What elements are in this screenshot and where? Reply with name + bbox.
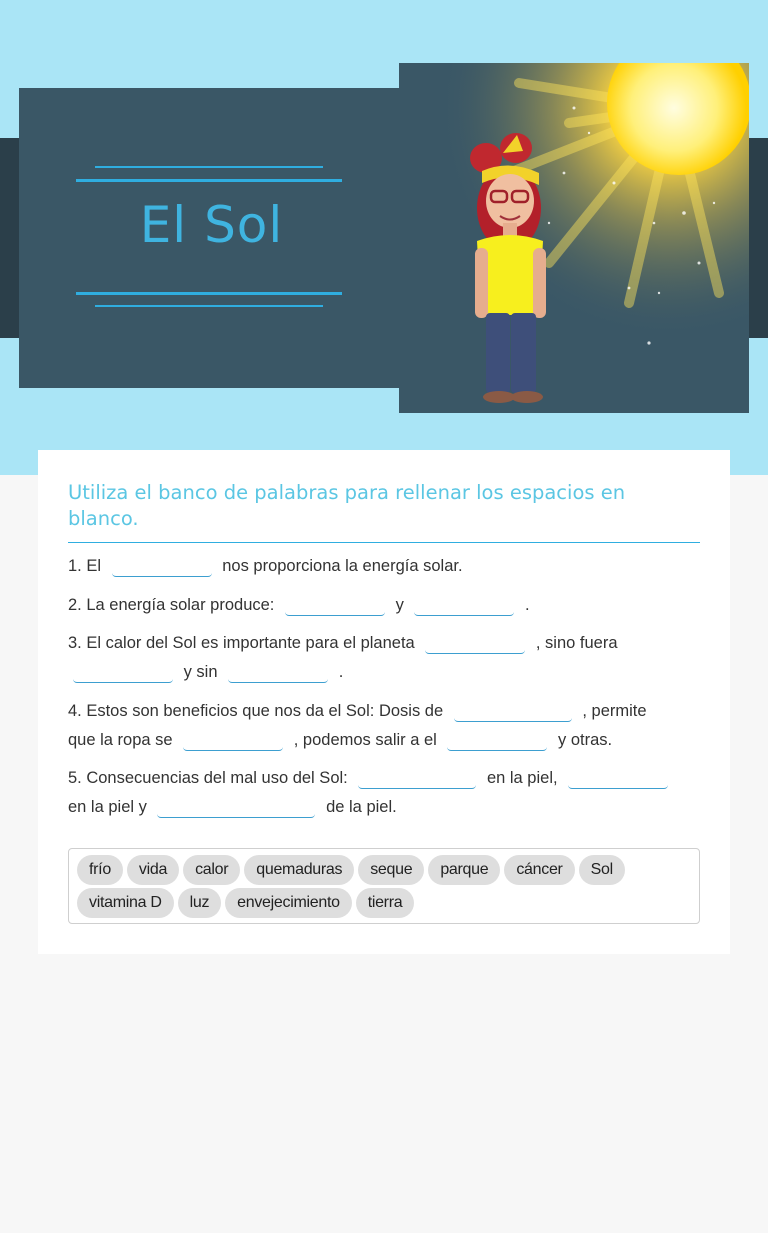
question-text: 3. El calor del Sol es importante para el planeta (68, 634, 415, 652)
question-text: y sin (183, 663, 218, 681)
title-line (76, 292, 342, 295)
word-chip[interactable]: luz (178, 888, 222, 918)
question-text: nos proporciona la energía solar. (222, 557, 463, 575)
question-text: . (525, 596, 530, 614)
title-line (95, 305, 323, 307)
blank-drop-target[interactable] (183, 731, 283, 751)
question-text: en la piel, (486, 769, 558, 787)
question-5 (68, 764, 708, 822)
word-chip[interactable]: tierra (356, 888, 415, 918)
question-text: y (395, 596, 404, 614)
question-text: , podemos salir a el (293, 731, 437, 749)
word-chip[interactable]: vitamina D (77, 888, 174, 918)
blank-drop-target[interactable] (358, 769, 476, 789)
divider (68, 542, 700, 543)
question-text: , sino fuera (535, 634, 618, 652)
blank-drop-target[interactable] (454, 702, 572, 722)
question-text: . (338, 663, 344, 681)
question-1 (68, 552, 708, 581)
question-text: 5. Consecuencias del mal uso del Sol: (68, 769, 348, 787)
title-line (95, 166, 323, 168)
question-text: de la piel. (326, 798, 397, 816)
word-chip[interactable]: calor (183, 855, 240, 885)
title-line (76, 179, 342, 182)
question-text: 4. Estos son beneficios que nos da el Sol: Dosis de (68, 702, 444, 720)
word-chip[interactable]: cáncer (504, 855, 574, 885)
question-text: 2. La energía solar produce: (68, 596, 275, 614)
question-text: que la ropa se (68, 731, 173, 749)
question-text: 1. El (68, 557, 102, 575)
question-2 (68, 591, 708, 620)
word-chip[interactable]: Sol (579, 855, 625, 885)
blank-drop-target[interactable] (568, 769, 668, 789)
instructions: Utiliza el banco de palabras para rellenar los espacios en blanco. (68, 481, 626, 530)
word-chip[interactable]: envejecimiento (225, 888, 352, 918)
blank-drop-target[interactable] (157, 798, 315, 818)
blank-drop-target[interactable] (425, 634, 525, 654)
question-4 (68, 697, 708, 755)
question-3 (68, 629, 708, 687)
page-title: El Sol (139, 196, 284, 254)
question-text: y otras. (558, 731, 613, 749)
blank-drop-target[interactable] (73, 663, 173, 683)
exercise-card (38, 450, 730, 954)
word-bank (68, 848, 700, 924)
blank-drop-target[interactable] (414, 596, 514, 616)
question-text: en la piel y (68, 798, 147, 816)
question-text: , permite (582, 702, 647, 720)
blank-drop-target[interactable] (285, 596, 385, 616)
title-card (19, 88, 404, 388)
word-chip[interactable]: quemaduras (244, 855, 354, 885)
sun-avatar-image (399, 63, 749, 413)
word-chip[interactable]: vida (127, 855, 179, 885)
blank-drop-target[interactable] (447, 731, 547, 751)
word-chip[interactable]: seque (358, 855, 424, 885)
word-chip[interactable]: parque (428, 855, 500, 885)
blank-drop-target[interactable] (112, 557, 212, 577)
word-chip[interactable]: frío (77, 855, 123, 885)
blank-drop-target[interactable] (228, 663, 328, 683)
